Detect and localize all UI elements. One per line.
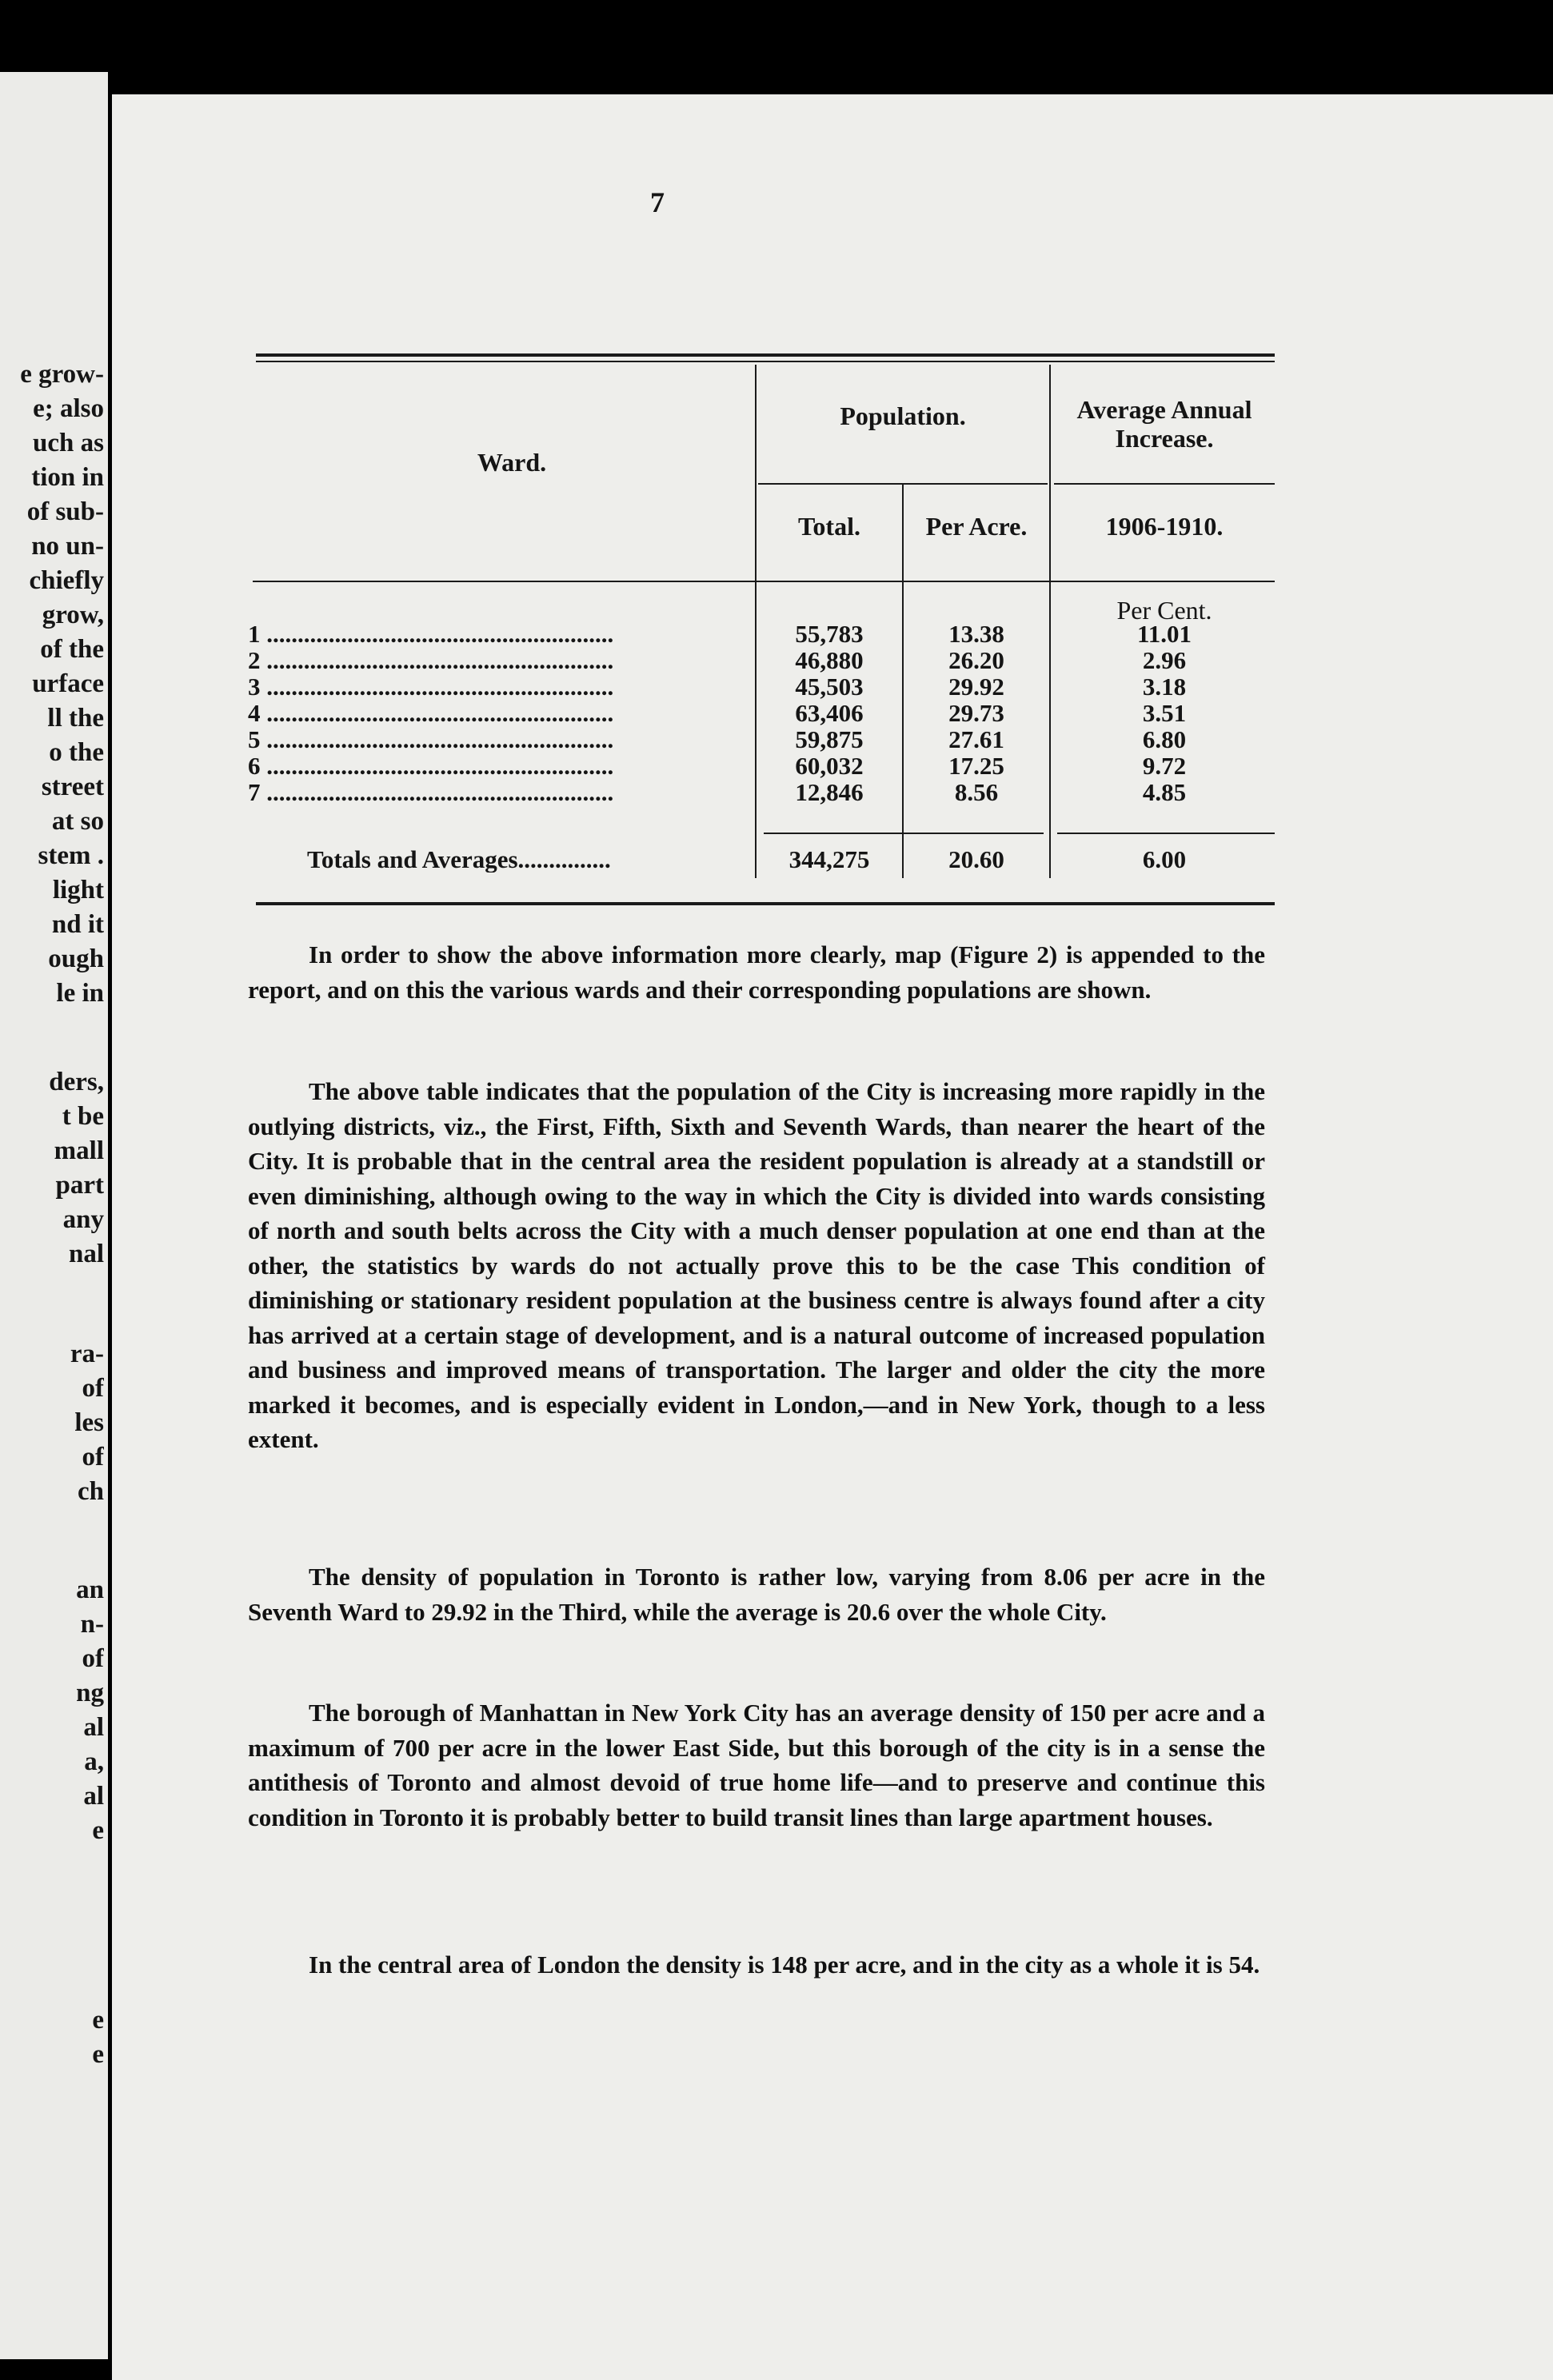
- table-row-ward: 1 ........................................................: [248, 621, 614, 647]
- facing-line: e: [92, 2006, 104, 2035]
- body-paragraph: In order to show the above information more clearly, map (Figure 2) is appended to the report, and on this the various wards and their corresponding populations are shown.: [248, 940, 1265, 1004]
- increase-cell: 3.51: [1142, 699, 1187, 727]
- facing-line: at so: [51, 807, 104, 836]
- totals-rule: [764, 833, 1044, 834]
- per-acre-cell: 8.56: [954, 778, 999, 806]
- facing-line: stem .: [38, 841, 104, 870]
- facing-line: of the: [40, 635, 104, 664]
- body-paragraph: The borough of Manhattan in New York City has an average density of 150 per acre and a maximum of 700 per acre in the lower East Side, but this borough of the city is in a sense the antithesis of Toronto and almost devoid of true home life—and to preserve and continue this condition in Toronto it is probably better to build transit lines than large apartment houses.: [248, 1699, 1265, 1831]
- per-acre-subheader: Per Acre.: [925, 512, 1028, 541]
- per-acre-cell: 13.38: [948, 620, 1004, 648]
- increase-cell: 6.80: [1142, 725, 1187, 753]
- facing-line: street: [41, 773, 104, 801]
- table-divider: [902, 483, 904, 878]
- facing-line: ch: [78, 1477, 104, 1506]
- body-paragraph: The density of population in Toronto is rather low, varying from 8.06 per acre in the Seventh Ward to 29.92 in the Third, while the average is 20.6 over the whole City.: [248, 1563, 1265, 1626]
- population-column-header: Population.: [840, 401, 966, 430]
- table-row-ward: 5 ........................................................: [248, 726, 614, 753]
- facing-line: ll the: [47, 704, 104, 733]
- per-acre-cell: 17.25: [948, 752, 1004, 780]
- table-row-ward: 3 ........................................................: [248, 673, 614, 700]
- table-row-ward: 4 ........................................................: [248, 700, 614, 726]
- total-subheader: Total.: [798, 512, 860, 541]
- increase-cell: 3.18: [1142, 673, 1187, 701]
- facing-line: e: [92, 1816, 104, 1845]
- total-cell: 12,846: [795, 778, 864, 806]
- body-paragraph: In the central area of London the density is 148 per acre, and in the city as a whole it is 54.: [309, 1951, 1260, 1979]
- increase-cell: 4.85: [1142, 778, 1187, 806]
- facing-line: ra-: [70, 1340, 104, 1368]
- per-acre-cell: 29.73: [948, 699, 1004, 727]
- average-increase-header: Average Annual Increase.: [1076, 395, 1252, 453]
- facing-line: a,: [84, 1747, 104, 1776]
- table-top-rule-thin: [256, 361, 1275, 362]
- table-bottom-rule: [256, 902, 1275, 905]
- facing-line: uch as: [33, 429, 104, 457]
- totals-rule: [1057, 833, 1275, 834]
- facing-line: nd it: [51, 910, 104, 939]
- total-cell: 46,880: [795, 646, 864, 674]
- facing-line: any: [62, 1205, 104, 1234]
- facing-line: e: [92, 2040, 104, 2069]
- facing-line: o the: [49, 738, 104, 767]
- facing-line: chiefly: [29, 566, 104, 595]
- facing-line: light: [52, 876, 104, 904]
- per-acre-cell: 27.61: [948, 725, 1004, 753]
- facing-page-fragment: [0, 72, 108, 2359]
- facing-line: e grow-: [20, 360, 104, 389]
- facing-line: t be: [62, 1102, 104, 1131]
- table-row-ward: 6 ........................................................: [248, 753, 614, 779]
- table-divider: [755, 365, 757, 878]
- facing-line: of: [82, 1374, 104, 1403]
- table-divider: [1049, 365, 1051, 878]
- facing-line: ders,: [49, 1068, 104, 1096]
- increase-cell: 11.01: [1136, 620, 1192, 648]
- facing-line: part: [55, 1171, 104, 1200]
- grand-total-cell: 344,275: [788, 845, 870, 873]
- years-subheader: 1906-1910.: [1105, 512, 1224, 541]
- facing-line: al: [83, 1782, 104, 1811]
- total-cell: 45,503: [795, 673, 864, 701]
- total-cell: 59,875: [795, 725, 864, 753]
- header-bottom-rule: [253, 581, 1275, 582]
- facing-line: of: [82, 1443, 104, 1472]
- page-number: 7: [650, 186, 665, 218]
- average-increase-cell: 6.00: [1142, 845, 1187, 873]
- facing-line: ough: [48, 944, 104, 973]
- facing-line: le in: [56, 979, 104, 1008]
- facing-line: tion in: [31, 463, 104, 492]
- increase-cell: 9.72: [1142, 752, 1187, 780]
- ward-column-header: Ward.: [477, 448, 547, 477]
- facing-line: mall: [54, 1136, 104, 1165]
- facing-line: al: [83, 1713, 104, 1742]
- table-row-ward: 7 ........................................................: [248, 779, 614, 805]
- facing-line: ng: [76, 1679, 104, 1707]
- average-per-acre-cell: 20.60: [948, 845, 1004, 873]
- body-paragraph: The above table indicates that the population of the City is increasing more rapidly in the outlying districts, viz., the First, Fifth, Sixth and Seventh Wards, than nearer the heart of the City. It is probable that in the central area the resident population is already at a standstill or even diminishing, although owing to the way in which the City is divided into wards consisting of north and south belts across the City with a much denser population at one end than at the other, the statistics by wards do not actually prove this to be the case This condition of diminishing or stationary resident population at the business centre is always found after a city has arrived at a certain stage of development, and is a natural outcome of increased population and business and improved means of transportation. The larger and older the city the more marked it becomes, and is especially evident in London,—and in New York, though to a less extent.: [248, 1077, 1265, 1453]
- facing-line: n-: [80, 1610, 104, 1639]
- total-cell: 63,406: [795, 699, 864, 727]
- facing-line: les: [74, 1408, 104, 1437]
- population-subheader-rule: [758, 483, 1048, 485]
- facing-line: of: [82, 1644, 104, 1673]
- total-cell: 60,032: [795, 752, 864, 780]
- increase-cell: 2.96: [1142, 646, 1187, 674]
- per-cent-label: Per Cent.: [1116, 596, 1212, 625]
- facing-line: urface: [32, 669, 104, 698]
- facing-line: e; also: [33, 394, 104, 423]
- totals-label: Totals and Averages...............: [307, 846, 611, 873]
- facing-line: grow,: [42, 601, 104, 629]
- per-acre-cell: 26.20: [948, 646, 1004, 674]
- table-row-ward: 2 ........................................................: [248, 647, 614, 673]
- facing-line: nal: [68, 1240, 104, 1268]
- total-cell: 55,783: [795, 620, 864, 648]
- facing-line: an: [76, 1575, 104, 1604]
- facing-line: no un-: [31, 532, 104, 561]
- table-top-rule: [256, 353, 1275, 357]
- facing-line: of sub-: [26, 497, 104, 526]
- increase-subheader-rule: [1054, 483, 1275, 485]
- per-acre-cell: 29.92: [948, 673, 1004, 701]
